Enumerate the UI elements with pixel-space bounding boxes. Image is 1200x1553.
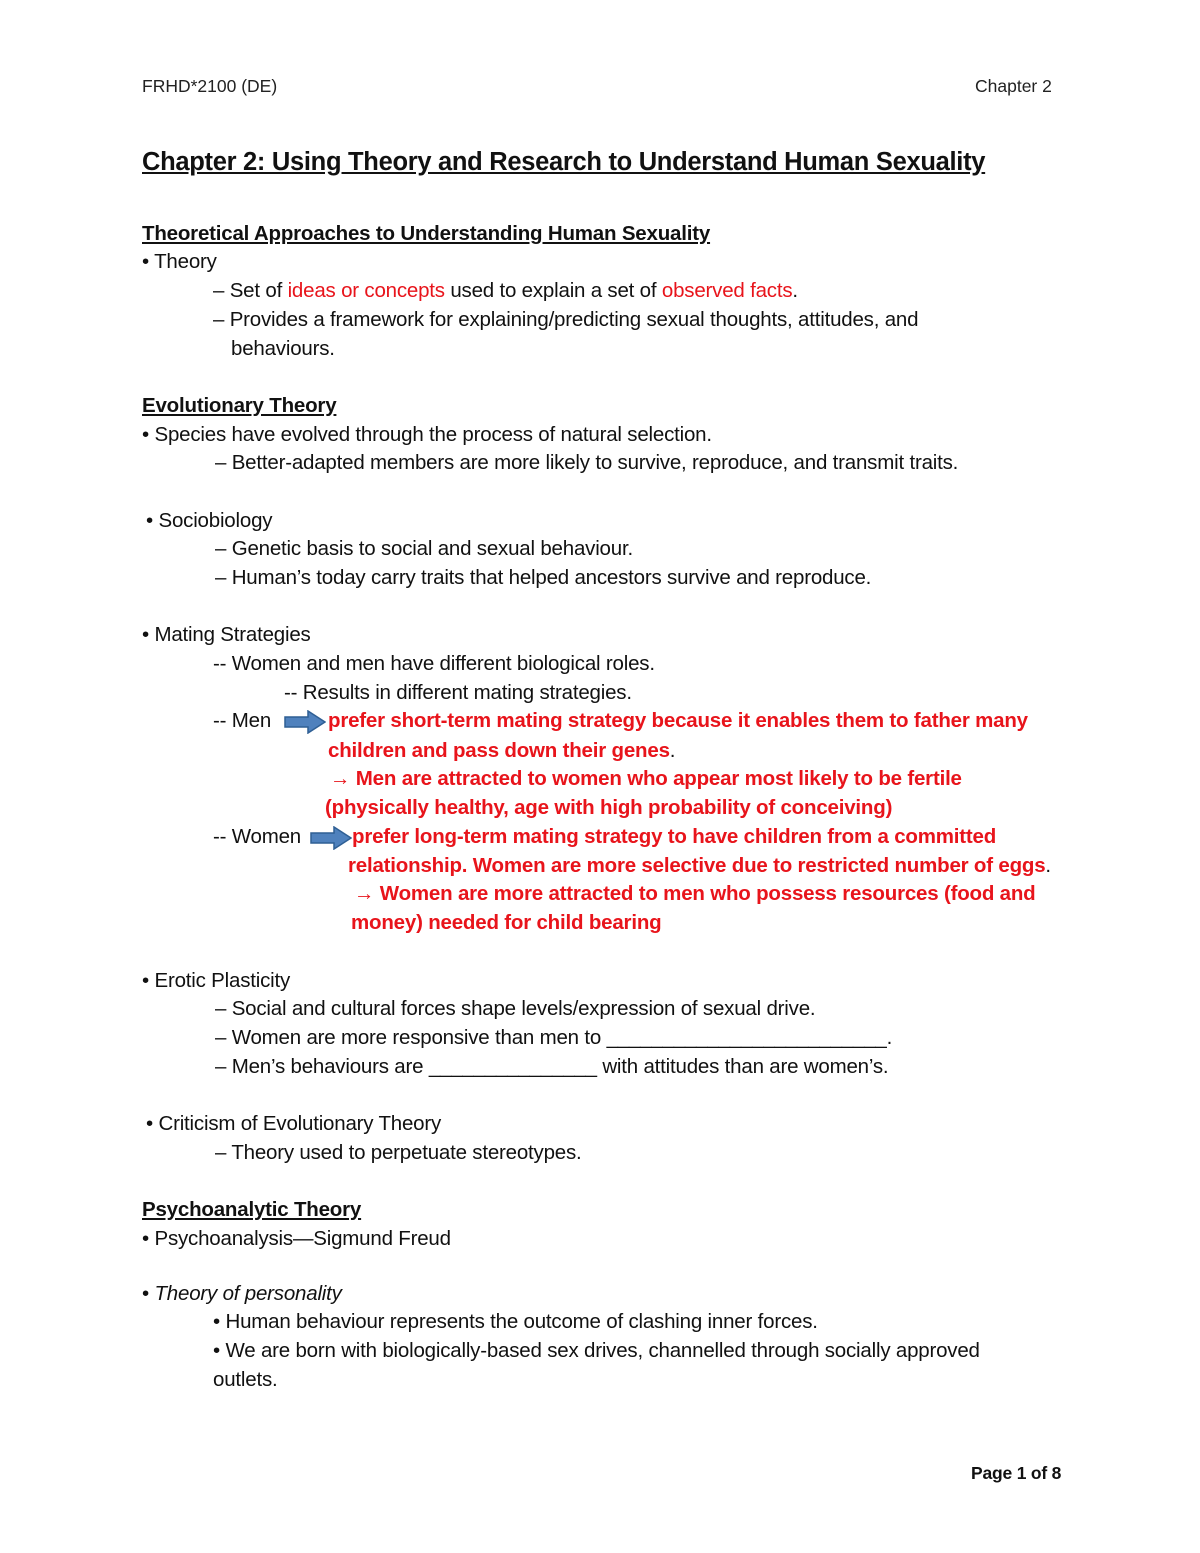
page-title: Chapter 2: Using Theory and Research to Understand Human Sexuality [142, 148, 986, 176]
sub-women-responsive: – Women are more responsive than men to _________________________. [215, 1026, 893, 1049]
men-label: -- Men [213, 709, 272, 732]
bullet-species: • Species have evolved through the process of natural selection. [142, 423, 712, 446]
bullet-criticism: • Criticism of Evolutionary Theory [146, 1112, 442, 1135]
women-attraction-line1: → Women are more attracted to men who possess resources (food and [354, 882, 1036, 905]
theory-framework-line2: behaviours. [231, 337, 335, 360]
right-block-arrow-icon [310, 826, 352, 850]
women-label: -- Women [213, 825, 302, 848]
sub-clashing-forces: • Human behaviour represents the outcome of clashing inner forces. [213, 1310, 818, 1333]
women-strategy-line1: prefer long-term mating strategy to have children from a committed [352, 825, 997, 848]
bullet-theory-of-personality: • Theory of personality [142, 1282, 342, 1305]
sub-stereotypes: – Theory used to perpetuate stereotypes. [215, 1141, 582, 1164]
sub-sex-drives-line1: • We are born with biologically-based sex drives, channelled through socially approved [213, 1339, 980, 1362]
sub-different-strategies: -- Results in different mating strategies. [284, 681, 632, 704]
theory-framework-line1: – Provides a framework for explaining/predicting sexual thoughts, attitudes, and [213, 308, 919, 331]
header-chapter: Chapter 2 [975, 76, 1052, 96]
header-course-code: FRHD*2100 (DE) [142, 76, 278, 96]
sub-better-adapted: – Better-adapted members are more likely to survive, reproduce, and transmit traits. [215, 451, 959, 474]
bullet-theory: • Theory [142, 250, 217, 273]
men-strategy-line2: children and pass down their genes. [328, 739, 676, 762]
bullet-psychoanalysis: • Psychoanalysis—Sigmund Freud [142, 1227, 451, 1250]
bullet-sociobiology: • Sociobiology [146, 509, 273, 532]
sub-sex-drives-line2: outlets. [213, 1368, 278, 1391]
section-heading-psychoanalytic: Psychoanalytic Theory [142, 1198, 362, 1221]
page-number: Page 1 of 8 [971, 1463, 1062, 1483]
men-attraction-line2: (physically healthy, age with high probability of conceiving) [325, 796, 893, 819]
section-heading-theoretical: Theoretical Approaches to Understanding Human Sexuality [142, 222, 711, 245]
women-attraction-line2: money) needed for child bearing [351, 911, 662, 934]
women-strategy-line2: relationship. Women are more selective due to restricted number of eggs. [348, 854, 1051, 877]
sub-humans-today: – Human’s today carry traits that helped ancestors survive and reproduce. [215, 566, 872, 589]
highlight-ideas: ideas or concepts [287, 279, 445, 302]
sub-mens-behaviours: – Men’s behaviours are _______________ with attitudes than are women’s. [215, 1055, 889, 1078]
highlight-observed-facts: observed facts [661, 279, 793, 302]
section-heading-evolutionary: Evolutionary Theory [142, 394, 337, 417]
bullet-erotic-plasticity: • Erotic Plasticity [142, 969, 291, 992]
sub-social-forces: – Social and cultural forces shape levels/expression of sexual drive. [215, 997, 816, 1020]
men-attraction-line1: → Men are attracted to women who appear most likely to be fertile [330, 767, 962, 790]
theory-definition: – Set of ideas or concepts used to explain a set of observed facts. [213, 279, 798, 302]
right-block-arrow-icon [284, 710, 326, 734]
sub-genetic-basis: – Genetic basis to social and sexual behaviour. [215, 537, 633, 560]
bullet-mating-strategies: • Mating Strategies [142, 623, 311, 646]
sub-biological-roles: -- Women and men have different biological roles. [213, 652, 655, 675]
men-strategy-line1: prefer short-term mating strategy because it enables them to father many [328, 709, 1028, 732]
